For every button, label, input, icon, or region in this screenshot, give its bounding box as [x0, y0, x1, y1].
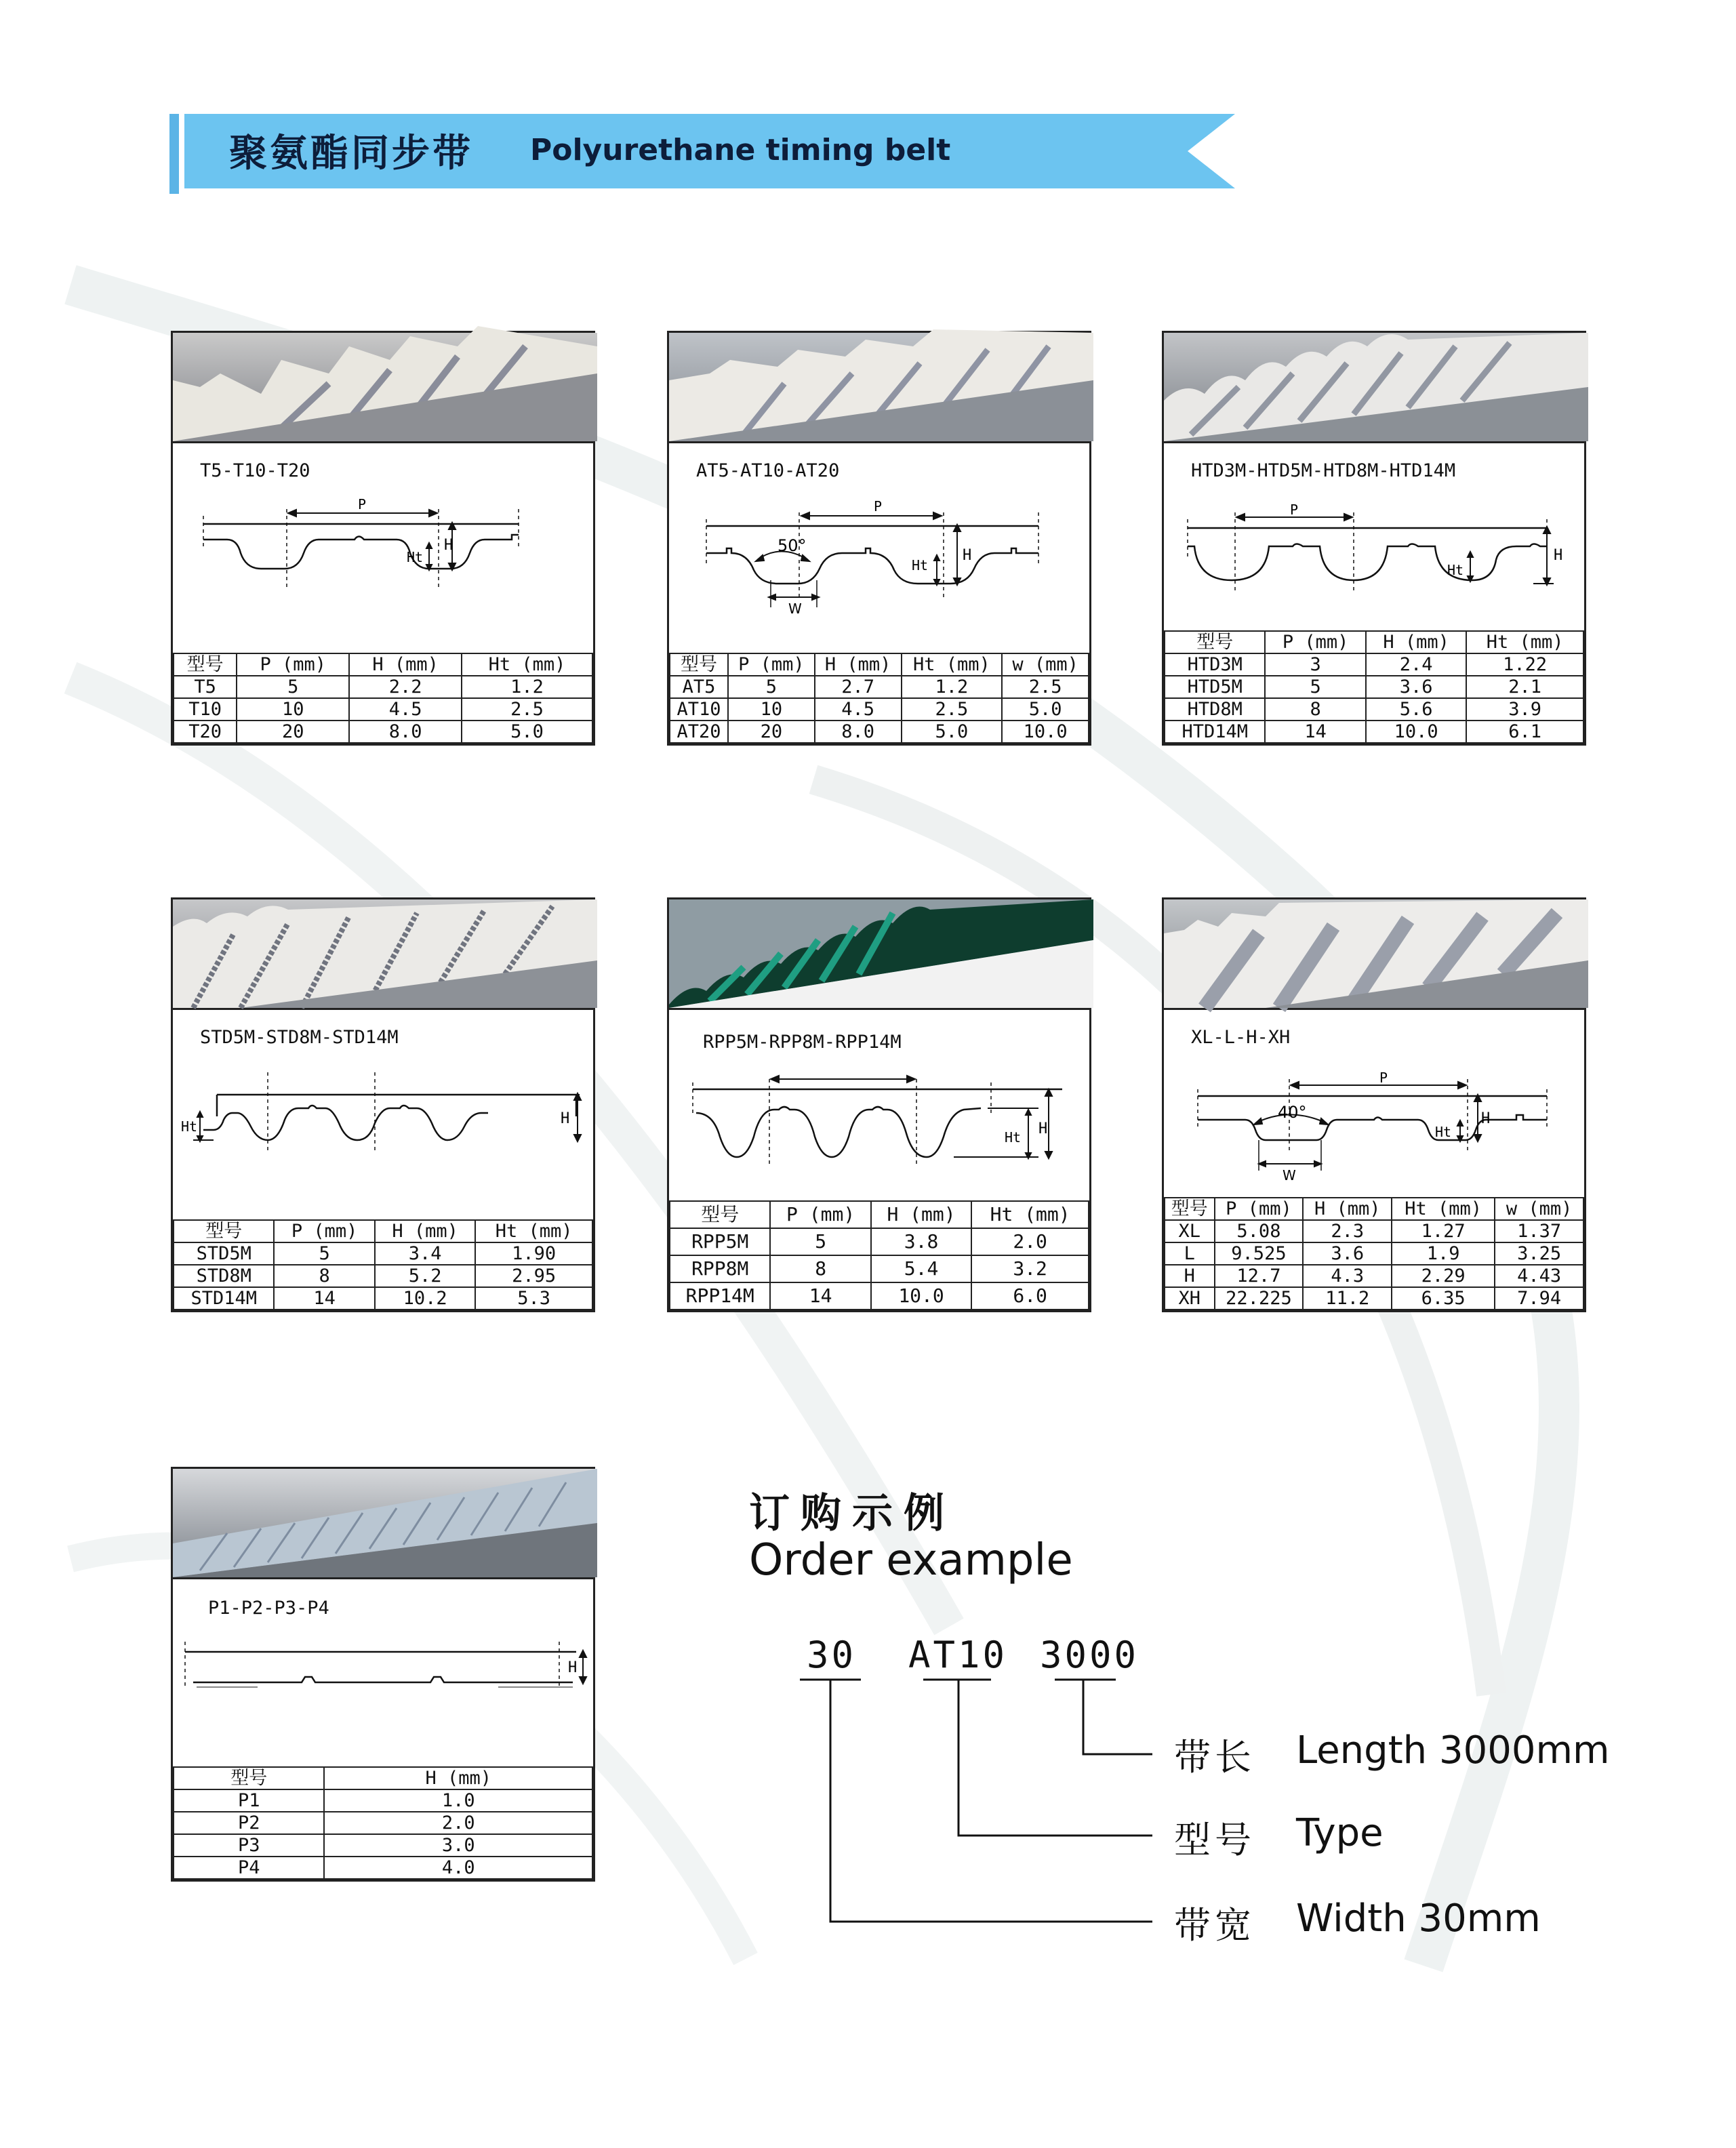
table-cell: 3.6 [1303, 1242, 1392, 1265]
column-header: 型号 [1165, 631, 1265, 653]
column-header: P (mm) [1215, 1198, 1304, 1220]
column-header: H (mm) [871, 1201, 971, 1228]
column-header: Ht (mm) [971, 1201, 1089, 1228]
tooth-width-label: W [1283, 1167, 1296, 1183]
table-cell: 8 [274, 1265, 374, 1287]
table-cell: 5.3 [475, 1287, 592, 1310]
order-code-length: 3000 [1040, 1634, 1139, 1676]
table-cell: T20 [174, 721, 237, 743]
table-cell: 1.2 [462, 676, 592, 698]
column-header: P (mm) [274, 1220, 374, 1242]
table-cell: P1 [174, 1789, 324, 1812]
table-cell: 5.4 [871, 1255, 971, 1282]
table-cell: STD14M [174, 1287, 274, 1310]
table-cell: 5.0 [1002, 698, 1089, 721]
belt-profile-title: XL-L-H-XH [1191, 1027, 1291, 1048]
table-cell: 5.0 [462, 721, 592, 743]
table-cell: 3.9 [1466, 698, 1583, 721]
table-cell: HTD5M [1165, 676, 1265, 698]
table-cell: 1.22 [1466, 653, 1583, 676]
column-header: 型号 [670, 653, 728, 676]
pitch-label: P [1290, 502, 1299, 518]
table-cell: 10.0 [1002, 721, 1089, 743]
column-header: 型号 [174, 653, 237, 676]
table-cell: 5 [237, 676, 349, 698]
tooth-height-label: Ht [181, 1118, 198, 1135]
table-cell: 4.0 [324, 1857, 592, 1879]
order-code-width: 30 [807, 1634, 857, 1676]
table-cell: 2.5 [902, 698, 1003, 721]
belt-profile-title: T5-T10-T20 [200, 460, 310, 481]
table-cell: RPP5M [670, 1228, 770, 1255]
table-cell: L [1165, 1242, 1215, 1265]
table-cell: 5.6 [1366, 698, 1466, 721]
tooth-height-label: Ht [1435, 1124, 1452, 1140]
column-header: P (mm) [237, 653, 349, 676]
table-cell: 2.5 [462, 698, 592, 721]
table-cell: 3.0 [324, 1834, 592, 1857]
tooth-angle-label: 50° [778, 536, 807, 555]
header-title-cn: 聚氨酯同步带 [229, 131, 473, 176]
table-cell: 1.0 [324, 1789, 592, 1812]
column-header: w (mm) [1002, 653, 1089, 676]
column-header: H (mm) [815, 653, 902, 676]
belt-profile-title: STD5M-STD8M-STD14M [200, 1027, 399, 1048]
table-cell: 4.3 [1303, 1265, 1392, 1287]
column-header: P (mm) [1265, 631, 1365, 653]
column-header: w (mm) [1495, 1198, 1583, 1220]
tooth-height-label: Ht [912, 557, 929, 573]
table-cell: 5 [728, 676, 815, 698]
legend-type-cn: 型号 [1174, 1819, 1255, 1861]
table-cell: 2.5 [1002, 676, 1089, 698]
height-label: H [963, 547, 972, 564]
table-cell: 1.9 [1392, 1242, 1495, 1265]
table-cell: 10 [728, 698, 815, 721]
belt-profile-title: AT5-AT10-AT20 [696, 460, 840, 481]
column-header: H (mm) [1366, 631, 1466, 653]
height-label: H [568, 1659, 578, 1676]
table-cell: 5.0 [902, 721, 1003, 743]
table-cell: 2.1 [1466, 676, 1583, 698]
table-cell: 2.3 [1303, 1220, 1392, 1242]
table-cell: 8.0 [815, 721, 902, 743]
table-cell: 2.29 [1392, 1265, 1495, 1287]
height-label: H [561, 1110, 570, 1127]
table-cell: 2.2 [349, 676, 462, 698]
table-cell: HTD14M [1165, 721, 1265, 743]
table-cell: 3.8 [871, 1228, 971, 1255]
column-header: Ht (mm) [1392, 1198, 1495, 1220]
table-cell: 2.0 [324, 1812, 592, 1834]
table-cell: 3 [1265, 653, 1365, 676]
table-cell: 10.0 [1366, 721, 1466, 743]
table-cell: P4 [174, 1857, 324, 1879]
table-cell: 7.94 [1495, 1287, 1583, 1310]
table-cell: 20 [237, 721, 349, 743]
pitch-label: P [358, 496, 367, 512]
tooth-height-label: Ht [1005, 1129, 1022, 1146]
table-cell: XH [1165, 1287, 1215, 1310]
table-cell: 10.0 [871, 1282, 971, 1310]
table-cell: 8 [1265, 698, 1365, 721]
height-label: H [1554, 547, 1563, 564]
tooth-height-label: Ht [1447, 562, 1464, 578]
table-cell: 2.0 [971, 1228, 1089, 1255]
header-title-en: Polyurethane timing belt [530, 133, 951, 167]
table-cell: H [1165, 1265, 1215, 1287]
table-cell: 6.0 [971, 1282, 1089, 1310]
column-header: P (mm) [728, 653, 815, 676]
table-cell: AT5 [670, 676, 728, 698]
table-cell: 2.7 [815, 676, 902, 698]
belt-profile-title: RPP5M-RPP8M-RPP14M [703, 1032, 902, 1053]
height-label: H [1038, 1120, 1048, 1137]
table-cell: 8 [770, 1255, 870, 1282]
pitch-label: P [1379, 1070, 1388, 1086]
column-header: 型号 [1165, 1198, 1215, 1220]
table-cell: 4.5 [815, 698, 902, 721]
table-cell: 20 [728, 721, 815, 743]
pitch-label: P [874, 498, 883, 514]
table-cell: 14 [1265, 721, 1365, 743]
table-cell: 3.4 [375, 1242, 475, 1265]
table-cell: HTD3M [1165, 653, 1265, 676]
order-title-en: Order example [749, 1535, 1073, 1585]
table-cell: 2.95 [475, 1265, 592, 1287]
order-title-cn: 订购示例 [749, 1490, 955, 1537]
table-cell: 3.2 [971, 1255, 1089, 1282]
table-cell: 6.1 [1466, 721, 1583, 743]
table-cell: XL [1165, 1220, 1215, 1242]
belt-profile-title: HTD3M-HTD5M-HTD8M-HTD14M [1191, 460, 1456, 481]
table-cell: STD8M [174, 1265, 274, 1287]
table-cell: 10.2 [375, 1287, 475, 1310]
table-cell: 14 [770, 1282, 870, 1310]
table-cell: 5 [1265, 676, 1365, 698]
column-header: 型号 [174, 1220, 274, 1242]
legend-length-en: Length 3000mm [1296, 1728, 1610, 1772]
table-cell: 1.27 [1392, 1220, 1495, 1242]
legend-length-cn: 带长 [1174, 1736, 1255, 1779]
table-cell: 12.7 [1215, 1265, 1304, 1287]
height-label: H [444, 537, 453, 554]
table-cell: RPP8M [670, 1255, 770, 1282]
column-header: Ht (mm) [462, 653, 592, 676]
column-header: P (mm) [770, 1201, 870, 1228]
table-cell: 1.37 [1495, 1220, 1583, 1242]
table-cell: 4.5 [349, 698, 462, 721]
table-cell: 5 [770, 1228, 870, 1255]
table-cell: 14 [274, 1287, 374, 1310]
column-header: H (mm) [1303, 1198, 1392, 1220]
table-cell: 4.43 [1495, 1265, 1583, 1287]
table-cell: P2 [174, 1812, 324, 1834]
legend-width-cn: 带宽 [1174, 1904, 1255, 1947]
column-header: 型号 [174, 1767, 324, 1789]
height-label: H [1481, 1110, 1491, 1127]
table-cell: STD5M [174, 1242, 274, 1265]
column-header: H (mm) [375, 1220, 475, 1242]
column-header: H (mm) [324, 1767, 592, 1789]
column-header: Ht (mm) [475, 1220, 592, 1242]
table-cell: 5 [274, 1242, 374, 1265]
table-cell: 10 [237, 698, 349, 721]
table-cell: 11.2 [1303, 1287, 1392, 1310]
tooth-angle-label: 40° [1278, 1103, 1307, 1122]
table-cell: RPP14M [670, 1282, 770, 1310]
table-cell: T10 [174, 698, 237, 721]
table-cell: 5.08 [1215, 1220, 1304, 1242]
table-cell: 2.4 [1366, 653, 1466, 676]
table-cell: 3.25 [1495, 1242, 1583, 1265]
column-header: 型号 [670, 1201, 770, 1228]
tooth-height-label: Ht [407, 549, 424, 565]
order-code-type: AT10 [908, 1634, 1008, 1676]
table-cell: 8.0 [349, 721, 462, 743]
table-cell: AT10 [670, 698, 728, 721]
tooth-width-label: W [788, 601, 802, 617]
table-cell: P3 [174, 1834, 324, 1857]
table-cell: 3.6 [1366, 676, 1466, 698]
table-cell: 6.35 [1392, 1287, 1495, 1310]
column-header: H (mm) [349, 653, 462, 676]
column-header: Ht (mm) [1466, 631, 1583, 653]
table-cell: 5.2 [375, 1265, 475, 1287]
table-cell: 22.225 [1215, 1287, 1304, 1310]
belt-profile-title: P1-P2-P3-P4 [208, 1598, 329, 1619]
legend-width-en: Width 30mm [1296, 1897, 1541, 1941]
table-cell: 9.525 [1215, 1242, 1304, 1265]
table-cell: AT20 [670, 721, 728, 743]
table-cell: HTD8M [1165, 698, 1265, 721]
table-cell: 1.90 [475, 1242, 592, 1265]
table-cell: 1.2 [902, 676, 1003, 698]
legend-type-en: Type [1296, 1811, 1384, 1855]
table-cell: T5 [174, 676, 237, 698]
column-header: Ht (mm) [902, 653, 1003, 676]
